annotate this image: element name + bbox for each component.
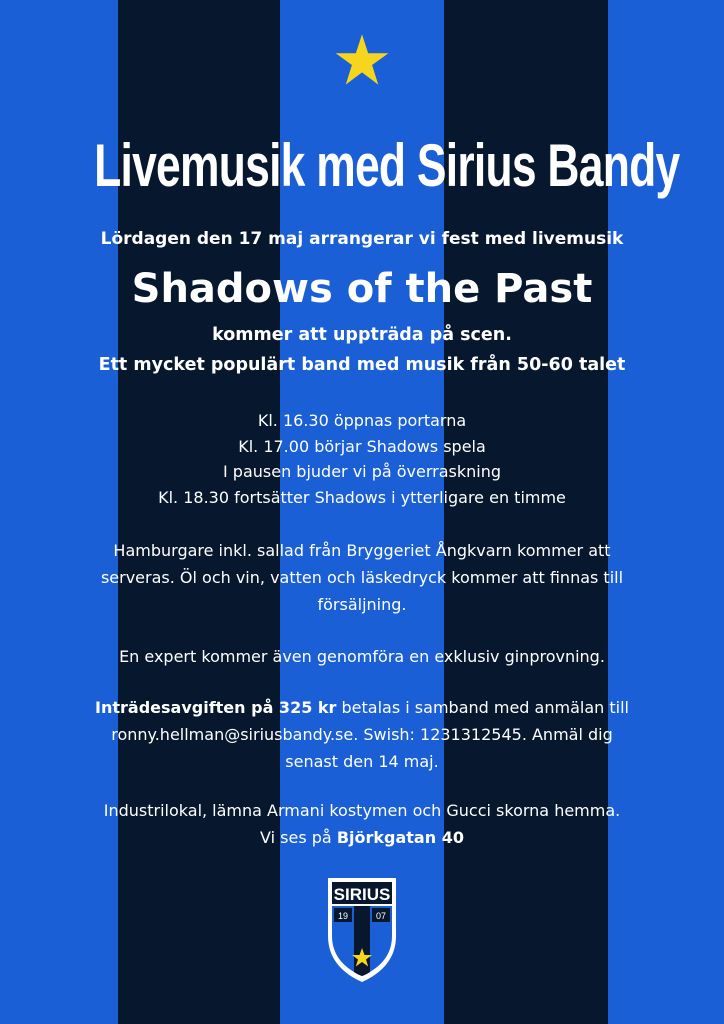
food-line: serveras. Öl och vin, vatten och läskedryck kommer att finnas till [100,568,624,587]
food-paragraph [0,537,724,618]
location-prefix: Vi ses på [260,828,337,847]
performance-text [0,320,724,380]
fee-deadline-line: senast den 14 maj. [285,752,439,771]
food-line: Hamburgare inkl. sallad från Bryggeriet Ångkvarn kommer att [113,541,611,560]
fee-amount: Inträdesavgiften på 325 kr [95,698,337,717]
schedule [0,408,724,510]
schedule-item: Kl. 17.00 börjar Shadows spela [238,436,486,456]
intro-text: Lördagen den 17 maj arrangerar vi fest med livemusik [100,229,624,249]
location-address-line [0,824,724,851]
location-paragraph [0,797,724,851]
logo-name: SIRIUS [333,885,391,904]
schedule-item: I pausen bjuder vi på överraskning [222,462,502,481]
band-name: Shadows of the Past [131,266,593,312]
location-address: Björkgatan 40 [336,828,464,847]
logo-year-right: 07 [375,911,387,921]
schedule-item: Kl. 18.30 fortsätter Shadows i ytterligare en timme [158,487,566,507]
fee-text: betalas i samband med anmälan till [336,698,629,717]
performance-line: Ett mycket populärt band med musik från 50-60 talet [98,355,626,375]
poster-title: Livemusik med Sirius Bandy [94,132,680,199]
gin-line: En expert kommer även genomföra en exklusiv ginprovning. [119,647,605,666]
sirius-crest-logo [324,876,400,984]
food-line: försäljning. [317,595,407,614]
performance-line: kommer att uppträda på scen. [212,325,512,345]
schedule-item: Kl. 16.30 öppnas portarna [257,411,467,430]
location-line: Industrilokal, lämna Armani kostymen och Gucci skorna hemma. [103,801,621,820]
fee-line [0,694,724,721]
star-icon [334,32,390,88]
gin-paragraph [0,643,724,670]
logo-year-left: 19 [337,911,349,921]
fee-paragraph [0,694,724,775]
fee-contact-line: ronny.hellman@siriusbandy.se. Swish: 1231312545. Anmäl dig [111,725,613,744]
